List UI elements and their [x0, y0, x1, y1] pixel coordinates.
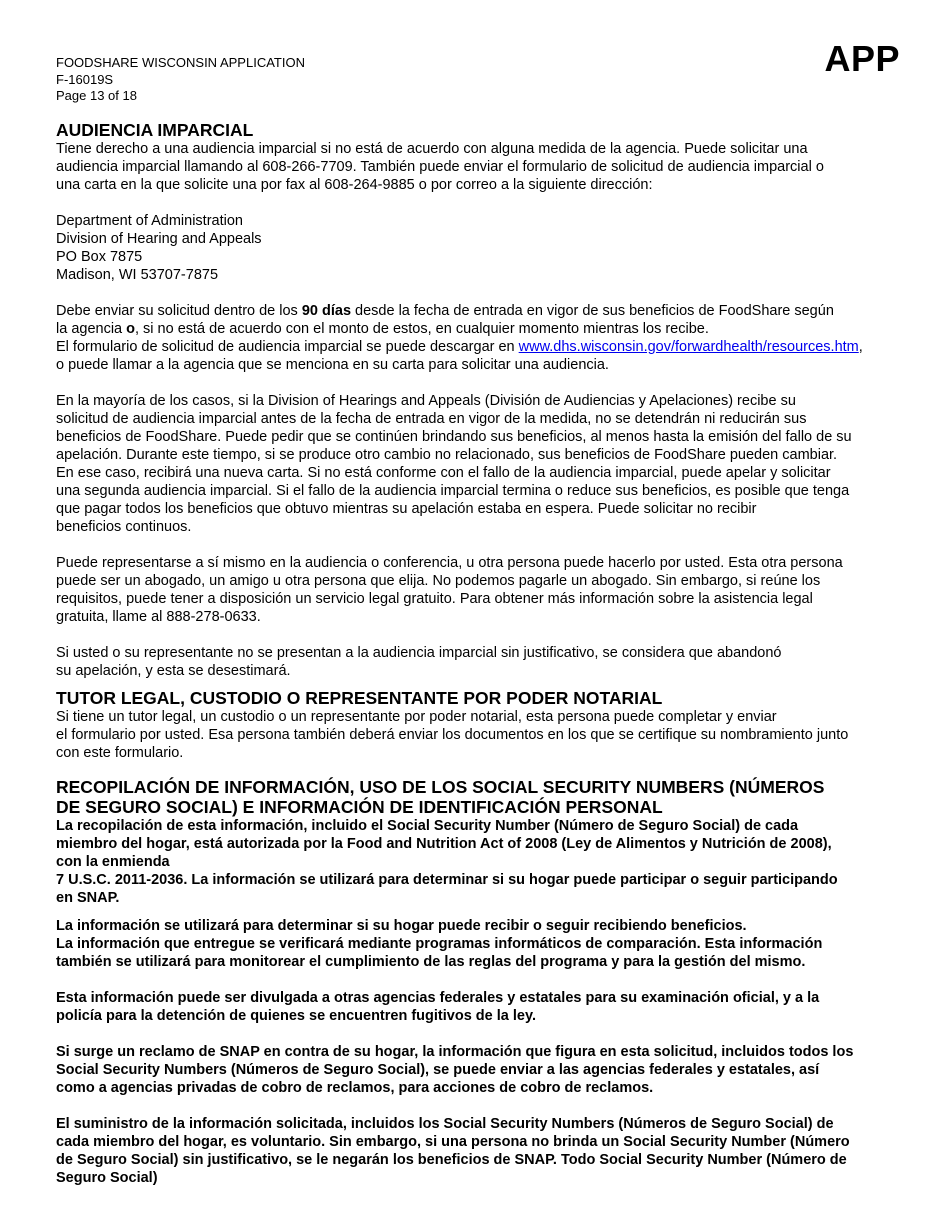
text-line: Si tiene un tutor legal, un custodio o un representante por poder notarial, esta persona puede completar y enviar [56, 709, 777, 725]
text-line: una segunda audiencia imparcial. Si el fallo de la audiencia imparcial termina o reduce sus beneficios, es posible que tenga [56, 483, 850, 499]
text-line: Esta información puede ser divulgada a otras agencias federales y estatales para su examinación oficial, y a la [56, 990, 820, 1006]
text-line: como a agencias privadas de cobro de reclamos, para acciones de cobro de reclamos. [56, 1080, 654, 1096]
text-line: solicitud de audiencia imparcial antes de la fecha de entrada en vigor de la medida, no se detendrán ni reducirán sus [56, 411, 807, 427]
text-line: requisitos, puede tener a disposición un servicio legal gratuito. Para obtener más información sobre la asistencia legal [56, 591, 813, 607]
text-line: que pagar todos los beneficios que obtuvo mientras su apelación estaba en espera. Puede solicitar no recibir [56, 501, 757, 517]
heading-line: RECOPILACIÓN DE INFORMACIÓN, USO DE LOS SOCIAL SECURITY NUMBERS (NÚMEROS [56, 777, 825, 797]
text-line: En la mayoría de los casos, si la Division of Hearings and Appeals (División de Audiencias y Apelaciones) recibe su [56, 393, 796, 409]
text-run: , si no está de acuerdo con el monto de estos, en cualquier momento mientras los recibe. [135, 321, 709, 337]
heading-line: DE SEGURO SOCIAL) E INFORMACIÓN DE IDENTIFICACIÓN PERSONAL [56, 797, 663, 817]
text-line: cada miembro del hogar, es voluntario. Sin embargo, si una persona no brinda un Social Security Number (Número [56, 1134, 850, 1150]
text-line: también se utilizará para monitorear el cumplimiento de las reglas del programa y para la gestión del mismo. [56, 954, 806, 970]
text-run: desde la fecha de entrada en vigor de sus beneficios de FoodShare según [351, 303, 834, 319]
document-page [56, 0, 912, 1186]
ssn-paragraph-5 [56, 1115, 916, 1187]
hearing-section [56, 120, 916, 680]
page-header [56, 0, 912, 110]
guardian-paragraph [56, 708, 916, 762]
text-line: gratuita, llame al 888-278-0633. [56, 609, 261, 625]
header-lines [56, 55, 305, 105]
text-line: el formulario por usted. Esa persona también deberá enviar los documentos en los que se certifique su nombramiento junto [56, 727, 849, 743]
text-line: Si surge un reclamo de SNAP en contra de su hogar, la información que figura en esta solicitud, incluidos todos los [56, 1044, 854, 1060]
text-line: puede ser un abogado, un amigo u otra persona que elija. No podemos pagarle un abogado. Sin embargo, si reúne los [56, 573, 821, 589]
hearing-paragraph-representation [56, 554, 916, 626]
text-line: beneficios continuos. [56, 519, 192, 535]
text-line: su apelación, y esta se desestimará. [56, 663, 291, 679]
text-line: 7 U.S.C. 2011-2036. La información se utilizará para determinar si su hogar puede participar o seguir participando [56, 872, 838, 888]
deadline-emphasis: 90 días [301, 303, 352, 319]
resources-link[interactable]: www.dhs.wisconsin.gov/forwardhealth/resources.htm [518, 339, 859, 355]
guardian-section [56, 688, 916, 762]
text-line: beneficios de FoodShare. Puede pedir que se continúen brindando sus beneficios, al menos hasta la emisión del fallo de su [56, 429, 852, 445]
ssn-paragraph-2 [56, 917, 916, 971]
text-run: la agencia [56, 321, 127, 337]
text-line: Puede representarse a sí mismo en la audiencia o conferencia, u otra persona puede hacerlo por usted. Esta otra persona [56, 555, 843, 571]
form-number: F-16019S [56, 71, 114, 87]
text-line: miembro del hogar, está autorizada por la Food and Nutrition Act of 2008 (Ley de Alimentos y Nutrición de 2008), [56, 836, 832, 852]
text-run: Debe enviar su solicitud dentro de los [56, 303, 302, 319]
text-line: en SNAP. [56, 890, 120, 906]
text-line: Social Security Numbers (Números de Seguro Social), se puede enviar a las agencias federales y estatales, así [56, 1062, 820, 1078]
text-line: con la enmienda [56, 854, 170, 870]
text-line: Tiene derecho a una audiencia imparcial si no está de acuerdo con alguna medida de la agencia. Puede solicitar una [56, 141, 808, 157]
guardian-heading: TUTOR LEGAL, CUSTODIO O REPRESENTANTE POR PODER NOTARIAL [56, 688, 663, 708]
or-emphasis: o [126, 321, 135, 337]
text-run: , [858, 339, 863, 355]
ssn-paragraph-4 [56, 1043, 916, 1097]
text-run: El formulario de solicitud de audiencia imparcial se puede descargar en [56, 339, 519, 355]
form-title: FOODSHARE WISCONSIN APPLICATION [56, 55, 305, 70]
hearing-paragraph-absence [56, 644, 916, 680]
text-line: policía para la detención de quienes se encuentren fugitivos de la ley. [56, 1008, 536, 1024]
text-line: El suministro de la información solicitada, incluidos los Social Security Numbers (Números de Seguro Social) de [56, 1116, 834, 1132]
text-line: apelación. Durante este tiempo, si se produce otro cambio no relacionado, sus beneficios de FoodShare pueden cambiar. [56, 447, 838, 463]
text-line: La información que entregue se verificará mediante programas informáticos de comparación. Esta información [56, 936, 823, 952]
hearing-heading: AUDIENCIA IMPARCIAL [56, 120, 254, 140]
ssn-paragraph-3 [56, 989, 916, 1025]
page-number: Page 13 of 18 [56, 88, 137, 103]
text-line: Si usted o su representante no se presentan a la audiencia imparcial sin justificativo, se considera que abandonó [56, 645, 782, 661]
hearing-paragraph-2 [56, 302, 916, 374]
text-line: La información se utilizará para determinar si su hogar puede recibir o seguir recibiendo beneficios. [56, 918, 747, 934]
ssn-section [56, 777, 916, 1187]
ssn-heading [56, 777, 916, 817]
mailing-address [56, 212, 916, 284]
text-line: una carta en la que solicite una por fax al 608-264-9885 o por correo a la siguiente dirección: [56, 177, 653, 193]
text-run: o puede llamar a la agencia que se menciona en su carta para solicitar una audiencia. [56, 357, 609, 373]
address-line: Madison, WI 53707-7875 [56, 267, 219, 283]
address-line: PO Box 7875 [56, 249, 143, 265]
ssn-paragraph-1 [56, 817, 916, 907]
text-line: Seguro Social) [56, 1170, 158, 1186]
text-line: La recopilación de esta información, incluido el Social Security Number (Número de Seguro Social) de cada [56, 818, 799, 834]
text-line: En ese caso, recibirá una nueva carta. Si no está conforme con el fallo de la audiencia imparcial, puede apelar y solicitar [56, 465, 831, 481]
hearing-paragraph-1 [56, 140, 916, 194]
form-code: APP [824, 38, 900, 79]
text-line: de Seguro Social) sin justificativo, se le negarán los beneficios de SNAP. Todo Social Security Number (Número de [56, 1152, 847, 1168]
hearing-paragraph-continuation [56, 392, 916, 536]
address-line: Department of Administration [56, 213, 243, 229]
text-line: audiencia imparcial llamando al 608-266-7709. También puede enviar el formulario de solicitud de audiencia imparcial o [56, 159, 824, 175]
text-line: con este formulario. [56, 745, 184, 761]
address-line: Division of Hearing and Appeals [56, 231, 262, 247]
